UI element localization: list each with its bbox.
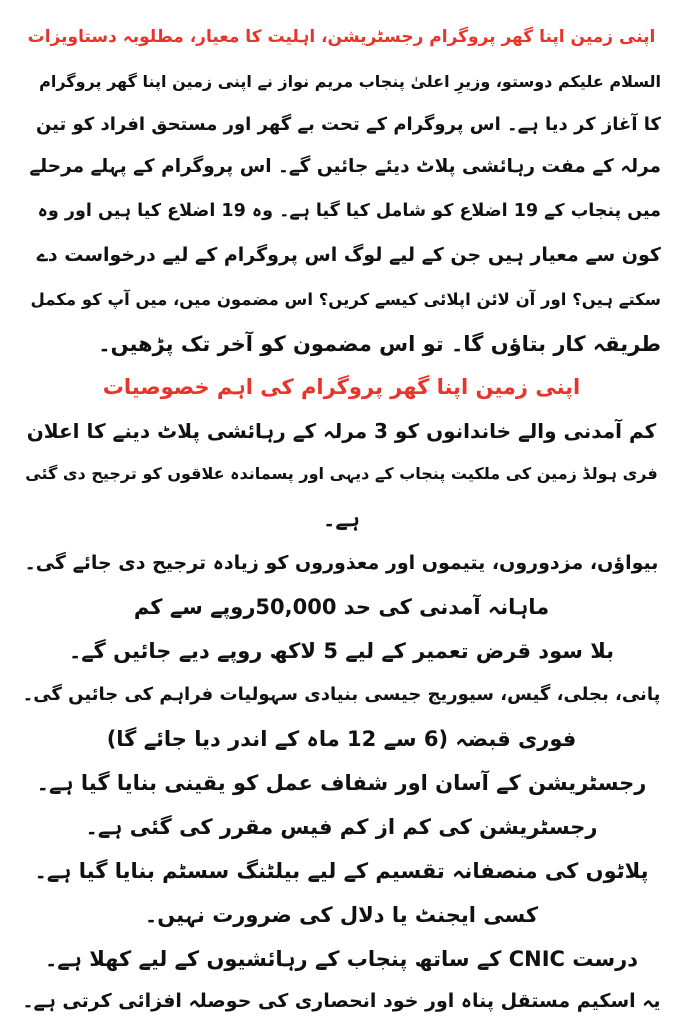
feature-line-4: بیواؤں، مزدوروں، یتیموں اور معذوروں کو زیادہ ترجیح دی جائے گی۔ xyxy=(24,552,659,574)
feature-line-14: یہ اسکیم مستقل پناہ اور خود انحصاری کی حوصلہ افزائی کرتی ہے۔ xyxy=(22,990,661,1012)
feature-line-13: درست CNIC کے ساتھ پنجاب کے رہائشیوں کے لیے کھلا ہے۔ xyxy=(44,947,638,971)
feature-line-3: ہے۔ xyxy=(323,507,360,531)
intro-line-6: سکتے ہیں؟ اور آن لائن اپلائی کیسے کریں؟ اس مضمون میں، میں آپ کو مکمل xyxy=(30,290,661,309)
features-heading: اپنی زمین اپنا گھر پروگرام کی اہم خصوصیات xyxy=(102,375,581,399)
intro-line-1: السلام علیکم دوستو، وزیرِ اعلیٰ پنجاب مریم نواز نے اپنی زمین اپنا گھر پروگرام xyxy=(39,72,661,91)
feature-line-7: پانی، بجلی، گیس، سیوریج جیسی بنیادی سہولیات فراہم کی جائیں گی۔ xyxy=(22,684,661,705)
feature-line-11: پلاٹوں کی منصفانہ تقسیم کے لیے بیلٹنگ سسٹم بنایا گیا ہے۔ xyxy=(34,859,649,883)
feature-line-6: بلا سود قرض تعمیر کے لیے 5 لاکھ روپے دیے جائیں گے۔ xyxy=(68,639,615,663)
feature-line-10: رجسٹریشن کی کم از کم فیس مقرر کی گئی ہے۔ xyxy=(85,815,598,839)
feature-line-5: ماہانہ آمدنی کی حد 50,000روپے سے کم xyxy=(133,595,550,619)
feature-line-9: رجسٹریشن کے آسان اور شفاف عمل کو یقینی بنایا گیا ہے۔ xyxy=(36,771,647,795)
feature-line-2: فری ہولڈ زمین کی ملکیت پنجاب کے دیہی اور پسماندہ علاقوں کو ترجیح دی گئی xyxy=(25,464,658,483)
intro-line-7: طریقہ کار بتاؤں گا۔ تو اس مضمون کو آخر تک پڑھیں۔ xyxy=(98,332,661,356)
intro-line-2: کا آغاز کر دیا ہے۔ اس پروگرام کے تحت بے گھر اور مستحق افراد کو تین xyxy=(35,114,661,135)
intro-line-4: میں پنجاب کے 19 اضلاع کو شامل کیا گیا ہے۔ وہ 19 اضلاع کیا ہیں اور وہ xyxy=(37,201,661,221)
article-title: اپنی زمین اپنا گھر پروگرام رجسٹریشن، اہلیت کا معیار، مطلوبہ دستاویزات xyxy=(27,27,656,47)
feature-line-1: کم آمدنی والے خاندانوں کو 3 مرلہ کے رہائشی پلاٹ دینے کا اعلان xyxy=(26,419,657,443)
feature-line-12: کسی ایجنٹ یا دلال کی ضرورت نہیں۔ xyxy=(144,903,539,927)
intro-line-5: کون سے معیار ہیں جن کے لیے لوگ اس پروگرام کے لیے درخواست دے xyxy=(36,244,661,266)
intro-line-3: مرلہ کے مفت رہائشی پلاٹ دیئے جائیں گے۔ اس پروگرام کے پہلے مرحلے xyxy=(29,156,661,177)
feature-line-8: فوری قبضہ (6 سے 12 ماہ کے اندر دیا جائے گا) xyxy=(106,727,577,751)
